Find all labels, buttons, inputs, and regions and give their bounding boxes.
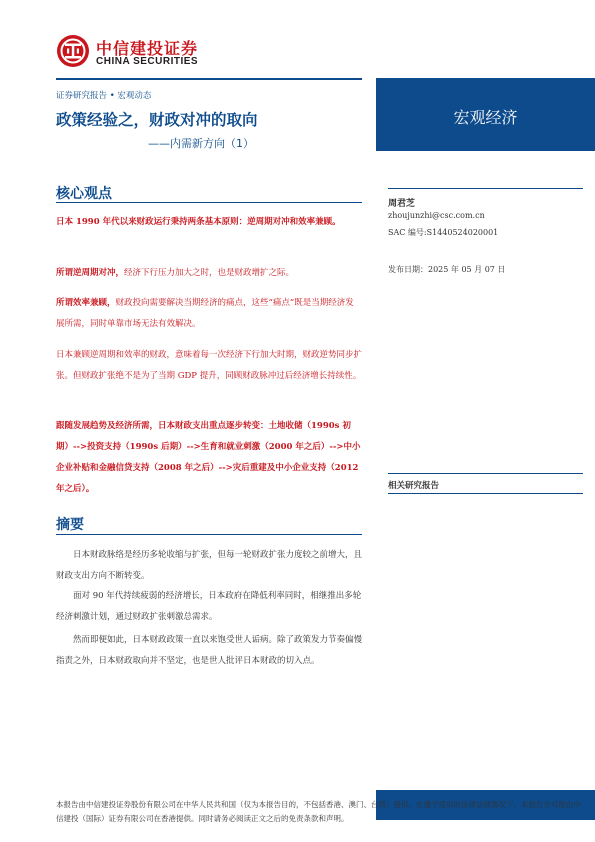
summary-rule <box>56 534 362 535</box>
category-title: 宏观经济 <box>453 108 518 127</box>
author-name: 周君芝 <box>388 199 416 209</box>
author-sac-id: SAC 编号:S1440524020001 <box>388 228 499 237</box>
item2-text: 财政投向需要解决当期经济的痛点，这些“痛点”既是当期经济发展所需，同时单靠市场无法有效解决。 <box>56 298 354 329</box>
report-subtitle: ——内需新方向（1） <box>148 137 254 150</box>
category-band <box>376 78 595 151</box>
core-views-lead-text: 日本 1990 年代以来财政运行秉持两条基本原则：逆周期对冲和效率兼顾。 <box>56 217 341 227</box>
related-top-rule <box>388 473 583 474</box>
related-bottom-rule <box>388 493 583 494</box>
item1-bold: 所谓逆周期对冲， <box>56 268 125 278</box>
author-top-rule <box>388 188 583 189</box>
core-views-lead <box>56 212 362 233</box>
brand-name-cn: 中信建投证券 <box>96 39 199 58</box>
footer-disclaimer: 本报告由中信建投证券股份有限公司在中华人民共和国（仅为本报告目的，不包括香港、澳门、台湾）提供。在遵守适用的法律法规情况下，本报告亦可能由中信建投（国际）证券有限公司在香港提供。同时请务必阅读正文之后的免责条款和声明。 <box>56 800 581 823</box>
header-rule <box>56 78 362 80</box>
publish-date: 发布日期：2025 年 05 月 07 日 <box>388 265 506 274</box>
related-reports-label: 相关研究报告 <box>388 481 440 491</box>
item1-text: 经济下行压力加大之时，也是财政增扩之际。 <box>124 268 295 278</box>
brand-name-en: CHINA SECURITIES <box>96 56 199 67</box>
summary-paragraph-3: 然而即便如此，日本财政政策一直以来饱受世人诟病。除了政策发力节奏偏慢指责之外，日本财政取向并不坚定，也是世人批评日本财政的切入点。 <box>56 635 363 666</box>
china-securities-logo-icon <box>56 34 90 68</box>
emphasis-text: 跟随发展趋势及经济所需，日本财政支出重点逐步转变：土地收储（1990s 初期）-->投资支持（1990s 后期）-->生育和就业刺激（2000 年之后）-->中小企业补贴和金融信贷支持（2008 年之后）-->灾后重建及中小企业支持（2012 年之后）。 <box>56 421 361 494</box>
summary-paragraph-1: 日本财政脉络是经历多轮收缩与扩张，但每一轮财政扩张力度较之前增大，且财政支出方向不断转变。 <box>56 550 363 581</box>
core-views-emphasis <box>56 416 362 500</box>
summary-heading: 摘要 <box>56 517 84 533</box>
item2-bold: 所谓效率兼顾， <box>56 298 116 308</box>
core-views-rule <box>56 202 362 203</box>
company-logo <box>56 34 216 68</box>
core-views-heading: 核心观点 <box>56 186 112 202</box>
core-views-para3: 日本兼顾逆周期和效率的财政，意味着每一次经济下行加大时期，财政逆势同步扩张。但财政扩张绝不是为了当期 GDP 提升，同顾财政脉冲过后经济增长持续性。 <box>56 350 363 381</box>
core-views-item1 <box>56 263 362 284</box>
summary-paragraph-2: 面对 90 年代持续疲弱的经济增长，日本政府在降低利率同时，相继推出多轮经济刺激计划，通过财政扩张刺激总需求。 <box>56 591 362 622</box>
series-label: 证券研究报告 • 宏观动态 <box>56 91 152 101</box>
report-title: 政策经验之，财政对冲的取向 <box>56 111 258 129</box>
author-email: zhoujunzhi@csc.com.cn <box>388 211 485 220</box>
core-views-item2 <box>56 293 362 335</box>
